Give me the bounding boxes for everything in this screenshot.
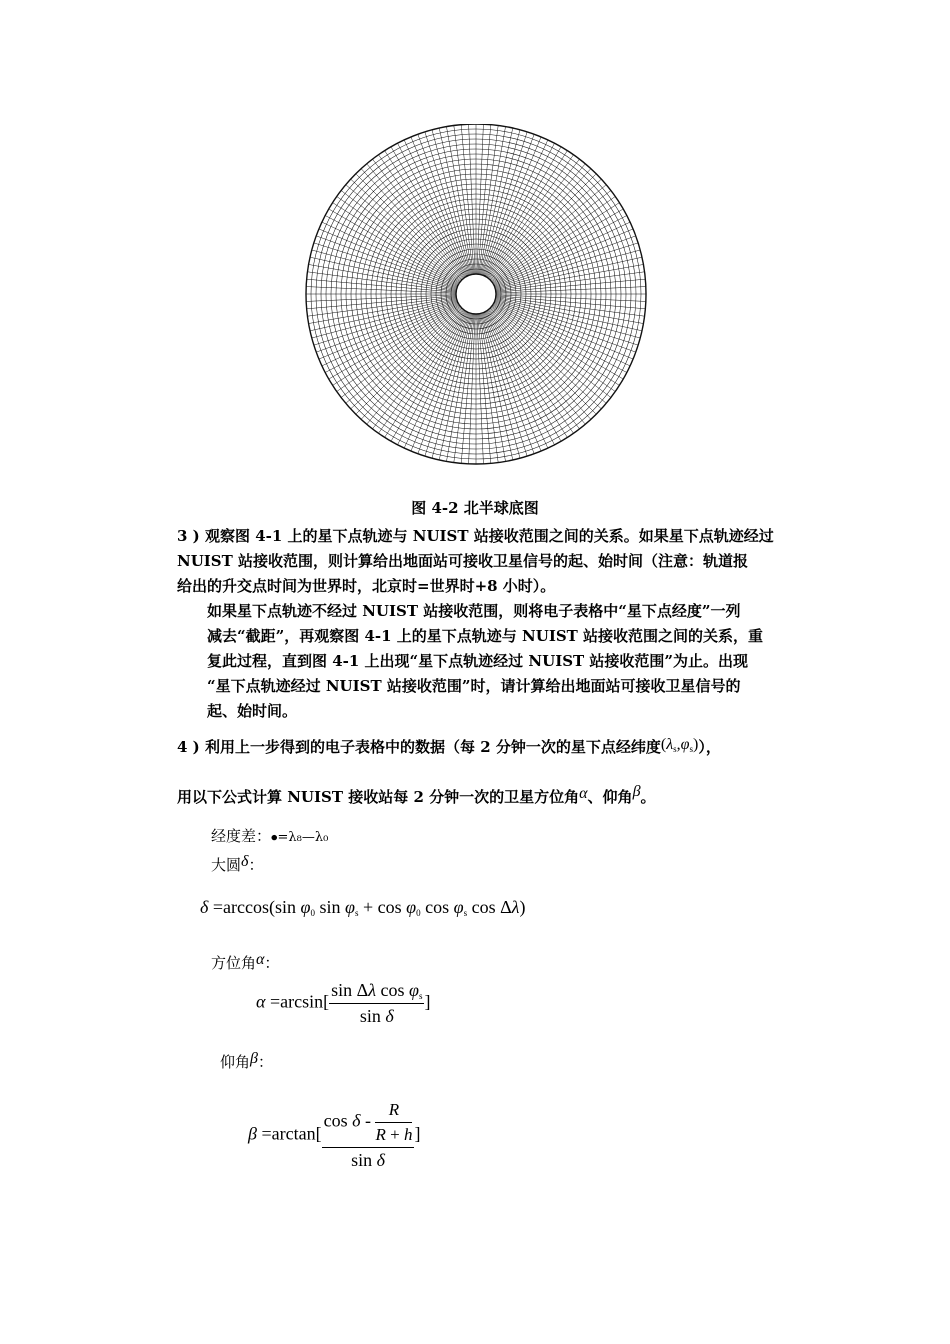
meridian-line	[496, 297, 645, 317]
beta-symbol: β	[632, 783, 641, 800]
meridian-line	[479, 314, 499, 463]
great-circle-label: 大圆	[211, 856, 242, 874]
step4-line-1-end: ），	[698, 738, 721, 756]
alpha-symbol-2: α	[256, 951, 265, 968]
step3-paragraph	[177, 526, 774, 601]
azimuth-colon: ：	[264, 954, 280, 972]
delta-symbol: δ	[241, 853, 249, 870]
step4-line-1	[177, 735, 721, 759]
meridian-line	[307, 297, 456, 317]
meridian-line	[418, 134, 469, 275]
meridian-line	[316, 236, 457, 287]
meridian-line	[485, 143, 554, 276]
meridian-line	[485, 312, 554, 445]
elevation-colon: ：	[257, 1053, 273, 1071]
meridian-line	[307, 272, 456, 292]
step4-line-2	[177, 782, 656, 807]
step4-line-1-text: 4 ) 利用上一步得到的电子表格中的数据（每 2 分钟一次的星下点经纬度	[177, 738, 661, 756]
meridian-line	[478, 314, 491, 463]
meridian-line	[478, 125, 491, 274]
meridian-line	[454, 125, 474, 274]
meridian-line	[307, 279, 456, 292]
great-circle-label-line	[211, 852, 263, 875]
step4-line-2-text: 用以下公式计算 NUIST 接收站每 2 分钟一次的卫星方位角	[177, 788, 580, 806]
meridian-line	[325, 303, 458, 372]
step3-sub-line-1: 如果星下点轨迹不经过 NUIST 站接收范围，则将电子表格中“星下点经度”一列	[207, 602, 741, 620]
meridian-line	[356, 308, 462, 414]
step3-line-2: NUIST 站接收范围，则计算给出地面站可接收卫星信号的起、始时间（注意：轨道报	[177, 552, 749, 570]
meridian-line	[483, 313, 534, 454]
azimuth-label: 方位角	[211, 954, 257, 972]
meridian-line	[316, 301, 457, 352]
northern-hemisphere-map	[290, 124, 662, 474]
meridian-line	[495, 236, 636, 287]
azimuth-label-line	[211, 950, 279, 973]
step4-line-2-mid: 、仰角	[587, 788, 633, 806]
meridian-line	[398, 143, 467, 276]
meridian-line	[418, 313, 469, 454]
meridian-line	[490, 174, 596, 280]
great-circle-colon: ：	[248, 856, 264, 874]
meridian-line	[479, 125, 499, 274]
meridian-line	[490, 308, 596, 414]
step3-sub-line-3: 复此过程，直到图 4-1 上出现“星下点轨迹经过 NUIST 站接收范围”为止。出现	[207, 652, 749, 670]
meridian-line	[496, 296, 645, 309]
meridian-line	[307, 296, 456, 309]
lambda-phi-symbol: $(\lambda_s,\varphi_s)$	[660, 736, 699, 754]
step3-line-3: 给出的升交点时间为世界时，北京时=世界时+8 小时）。	[177, 577, 556, 595]
meridian-line	[454, 314, 474, 463]
step4-line-2-end: 。	[640, 788, 656, 806]
step3-subparagraph	[207, 601, 763, 726]
step3-sub-line-4: “星下点轨迹经过 NUIST 站接收范围”时，请计算给出地面站可接收卫星信号的	[207, 677, 741, 695]
step3-sub-line-2: 减去“截距”，再观察图 4-1 上的星下点轨迹与 NUIST 站接收范围之间的关系，重	[207, 627, 764, 645]
step3-sub-line-5: 起、始时间。	[207, 702, 298, 720]
meridian-line	[496, 279, 645, 292]
meridian-line	[494, 216, 627, 285]
figure-caption: 图 4-2 北半球底图	[411, 499, 539, 517]
elevation-label: 仰角	[220, 1053, 251, 1071]
meridian-line	[483, 134, 534, 275]
lon-diff-line	[211, 826, 328, 848]
polar-grid	[306, 124, 646, 464]
beta-formula: β =arctan[ cos δ - $\frac{R}{R + h}$ sin δ ]	[248, 1100, 421, 1170]
meridian-line	[461, 125, 474, 274]
meridian-line	[495, 301, 636, 352]
step3-line-1: 3 ) 观察图 4-1 上的星下点轨迹与 NUIST 站接收范围之间的关系。如果星下点轨迹经过	[177, 527, 774, 545]
meridian-line	[325, 216, 458, 285]
elevation-label-line	[220, 1049, 273, 1072]
meridian-line	[356, 174, 462, 280]
lon-diff-expr: ⦁=λ₈—λ₀	[271, 830, 329, 845]
lon-diff-label: 经度差：	[211, 827, 272, 845]
alpha-symbol: α	[579, 785, 588, 802]
meridian-line	[461, 314, 474, 463]
delta-formula: δ =arccos(sin $\varphi_0$ $\sin \varphi_s + \cos \varphi_0$ $\cos \varphi_s$ cos Δλ)	[200, 897, 526, 918]
meridian-line	[496, 272, 645, 292]
meridian-line	[494, 303, 627, 372]
beta-symbol-2: β	[250, 1050, 258, 1067]
latitude-circle	[456, 274, 496, 314]
meridian-line	[398, 312, 467, 445]
alpha-formula: α =arcsin[ $\frac{\sin \Delta\lambda \cos \varphi_s}{\text{sin δ}}$ ]	[256, 980, 431, 1026]
